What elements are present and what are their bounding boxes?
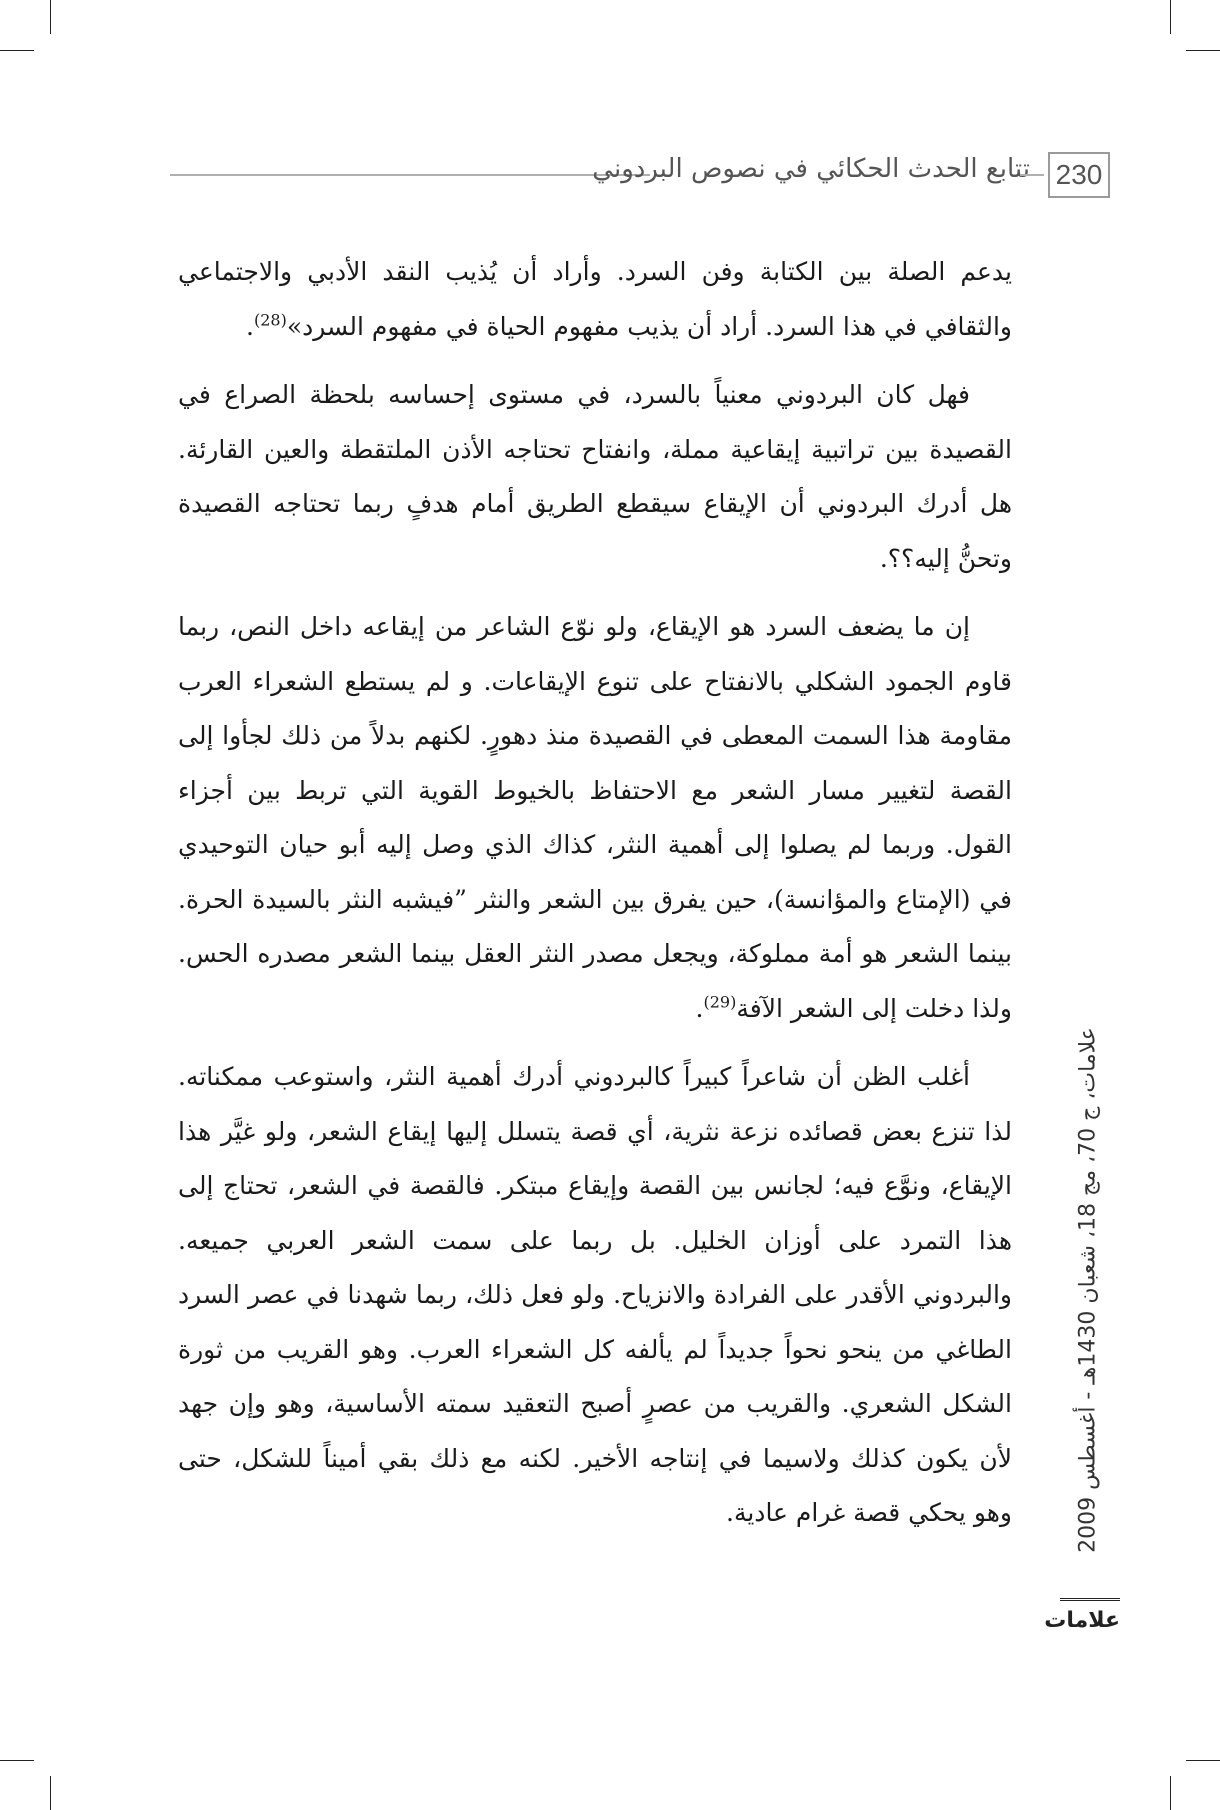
crop-mark — [1170, 0, 1171, 34]
crop-mark — [50, 1776, 51, 1810]
page-number: 230 — [1048, 152, 1110, 198]
crop-mark — [1186, 50, 1220, 51]
crop-mark — [0, 1760, 34, 1761]
crop-mark — [0, 50, 34, 51]
paragraph-text: يدعم الصلة بين الكتابة وفن السرد. وأراد أن يُذيب النقد الأدبي والاجتماعي والثقافي في هذا السرد. أراد أن يذيب مفهوم الحياة في مفهوم السرد» — [178, 257, 1012, 341]
paragraph — [178, 1050, 1012, 1541]
paragraph — [178, 600, 1012, 1036]
journal-side-label — [1068, 960, 1108, 1620]
journal-logo: علامات — [1060, 1598, 1120, 1641]
paragraph-tail: . — [246, 311, 254, 341]
paragraph — [178, 245, 1012, 354]
paragraph — [178, 368, 1012, 586]
paragraph-text: أغلب الظن أن شاعراً كبيراً كالبردوني أدرك أهمية النثر، واستوعب ممكناته. لذا تنزع بعض قصائده نزعة نثرية، أي قصة يتسلل إليها إيقاع الشعر، ولو غيَّر هذا الإيقاع، ونوَّع فيه؛ لجانس بين القصة وإيقاع مبتكر. فالقصة في الشعر، تحتاج إلى هذا التمرد على أوزان الخليل. بل ربما على سمت الشعر العربي جميعه. والبردوني الأقدر على الفرادة والانزياح. ولو فعل ذلك، ربما شهدنا في عصر السرد الطاغي من ينحو نحواً جديداً لم يألفه كل الشعراء العرب. وهو القريب من ثورة الشكل الشعري. والقريب من عصرٍ أصبح التعقيد سمته الأساسية، وهو وإن جهد لأن يكون كذلك ولاسيما في إنتاجه الأخير. لكنه مع ذلك بقي أميناً للشكل، حتى وهو يحكي قصة غرام عادية. — [178, 1062, 1012, 1527]
crop-mark — [1170, 1776, 1171, 1810]
footnote-ref: (29) — [703, 992, 737, 1012]
running-title: تتابع الحدث الحكائي في نصوص البردوني — [592, 154, 1030, 184]
header-rule — [170, 174, 650, 176]
paragraph-text: فهل كان البردوني معنياً بالسرد، في مستوى إحساسه بلحظة الصراع في القصيدة بين تراتبية إيقاعية مملة، وانفتاح تحتاجه الأذن الملتقطة والعين القارئة. هل أدرك البردوني أن الإيقاع سيقطع الطريق أمام هدفٍ ربما تحتاجه القصيدة وتحنُّ إليه؟؟. — [178, 380, 1012, 573]
journal-info: علامات، ج 70، مج 18، شعبان 1430هـ - أغسطس 2009 — [1075, 1027, 1101, 1553]
crop-mark — [1186, 1760, 1220, 1761]
page-header — [170, 152, 1110, 212]
footnote-ref: (28) — [253, 310, 287, 330]
paragraph-text: إن ما يضعف السرد هو الإيقاع، ولو نوّع الشاعر من إيقاعه داخل النص، ربما قاوم الجمود الشكلي بالانفتاح على تنوع الإيقاعات. و لم يستطع الشعراء العرب مقاومة هذا السمت المعطى في القصيدة منذ دهورٍ. لكنهم بدلاً من ذلك لجأوا إلى القصة لتغيير مسار الشعر مع الاحتفاظ بالخيوط القوية التي تربط بين أجزاء القول. وربما لم يصلوا إلى أهمية النثر، كذاك الذي وصل إليه أبو حيان التوحيدي في (الإمتاع والمؤانسة)، حين يفرق بين الشعر والنثر ”فيشبه النثر بالسيدة الحرة. بينما الشعر هو أمة مملوكة، ويجعل مصدر النثر العقل بينما الشعر مصدره الحس. ولذا دخلت إلى الشعر الآفة — [178, 612, 1012, 1023]
crop-mark — [50, 0, 51, 34]
body-text — [178, 245, 1012, 1555]
header-rule — [1020, 174, 1044, 176]
paragraph-tail: . — [695, 993, 704, 1023]
